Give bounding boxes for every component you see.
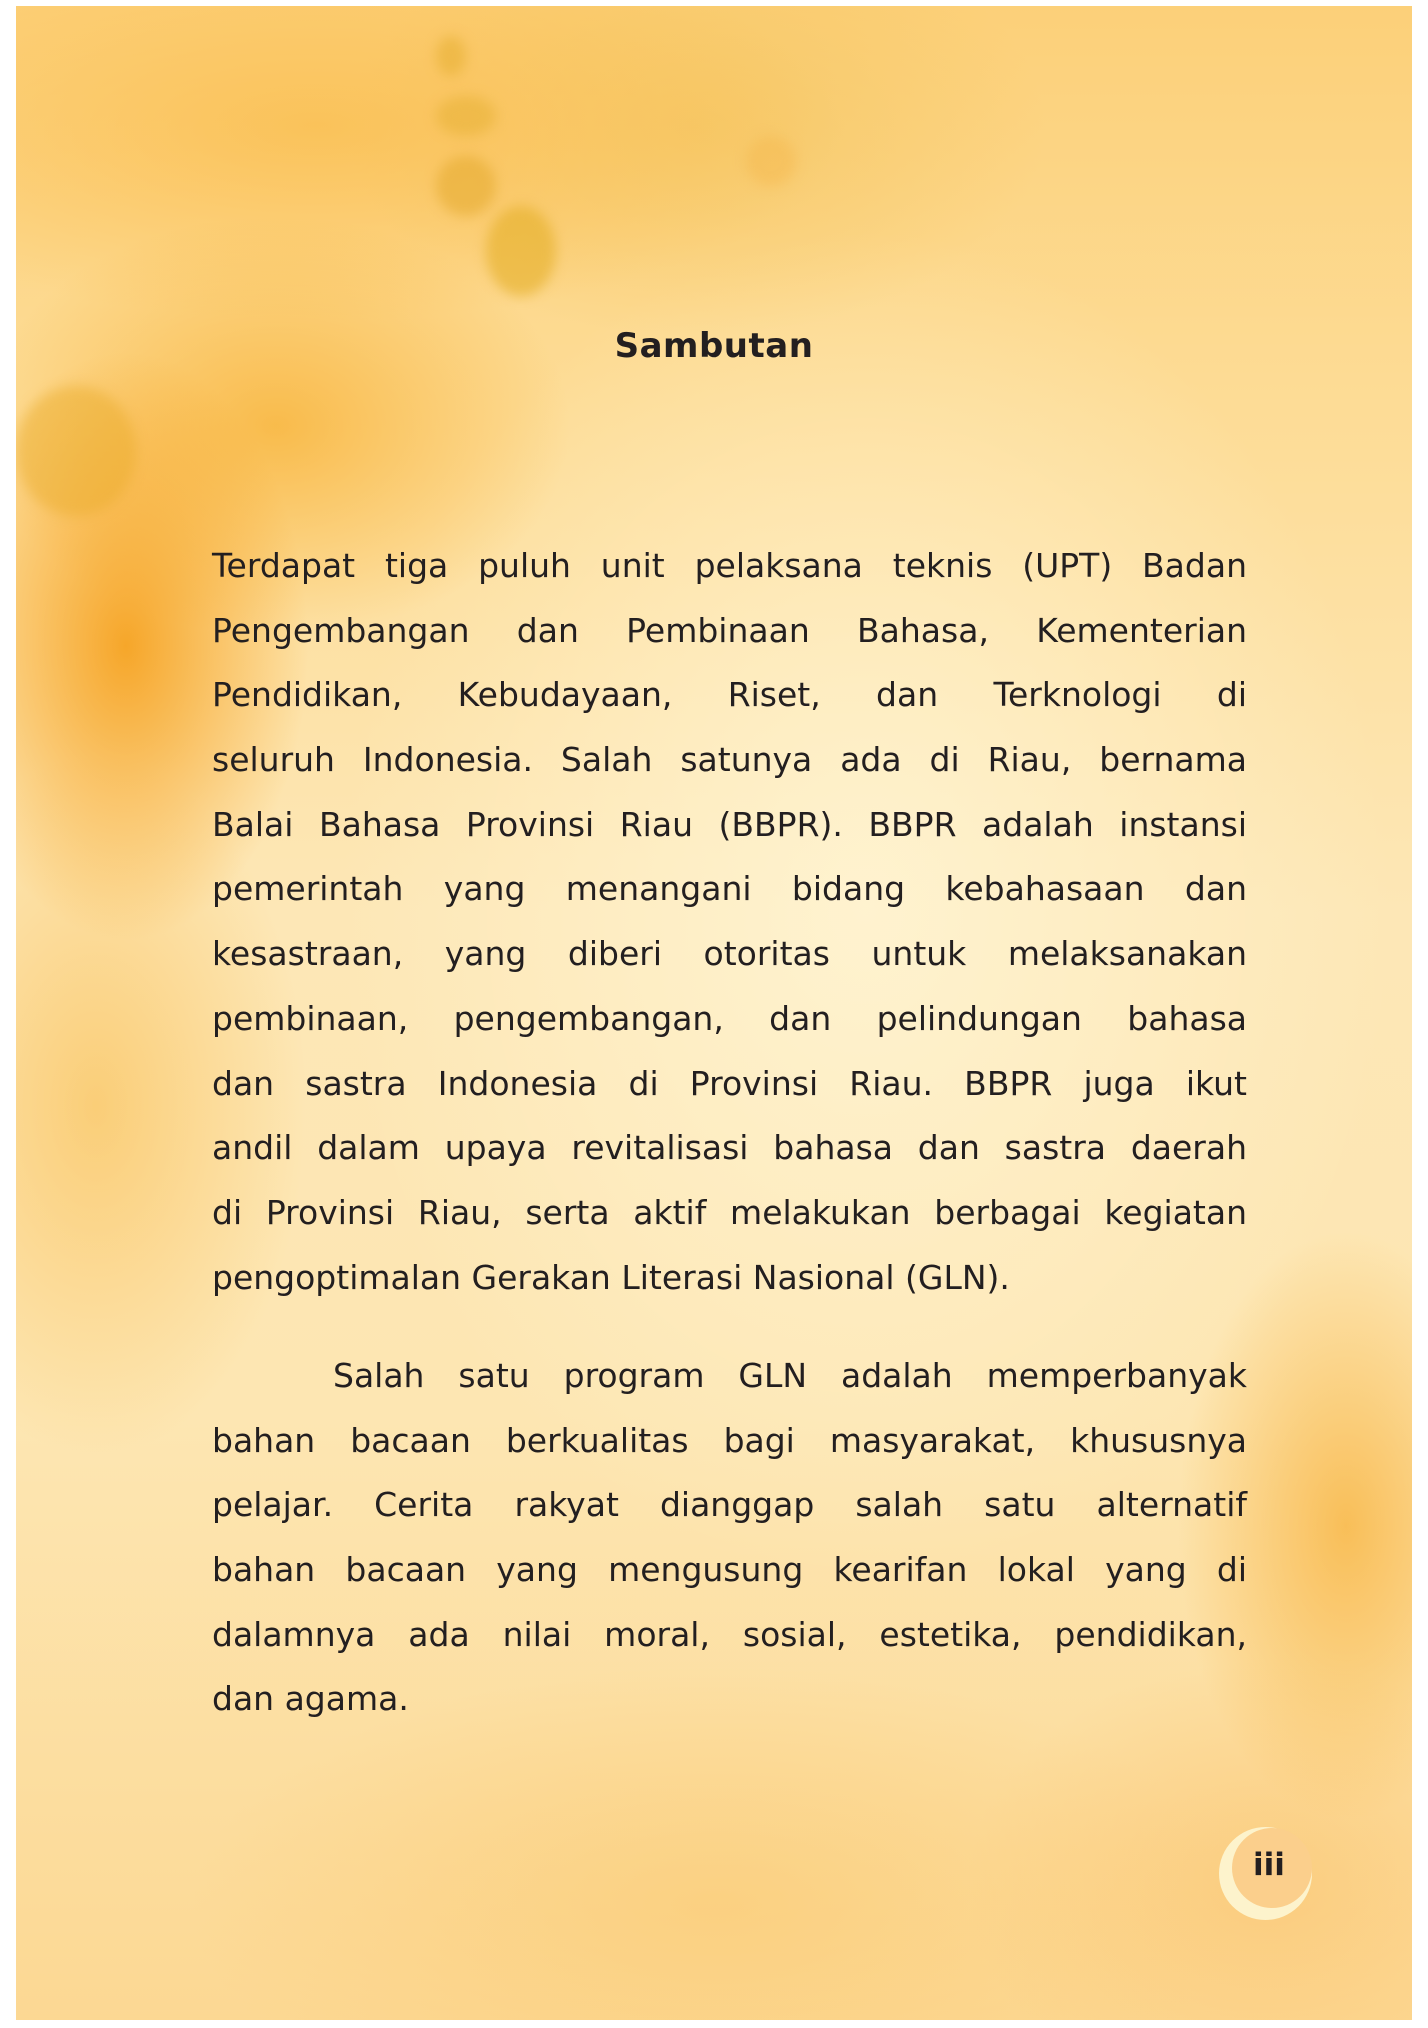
text-line: dan sastra Indonesia di Provinsi Riau. BBPR juga ikut <box>212 1063 1247 1103</box>
text-line: pemerintah yang menangani bidang kebahasaan dan <box>212 869 1247 909</box>
text-line: pengoptimalan Gerakan Literasi Nasional (GLN). <box>212 1257 1010 1297</box>
text-line: dan agama. <box>212 1679 409 1719</box>
text-line: Pengembangan dan Pembinaan Bahasa, Kementerian <box>212 610 1247 650</box>
watercolor-blot <box>486 206 556 296</box>
text-line: Terdapat tiga puluh unit pelaksana teknis (UPT) Badan <box>212 546 1247 585</box>
page-number-badge <box>1219 1827 1312 1920</box>
text-line: Salah satu program GLN adalah memperbanyak <box>333 1356 1247 1395</box>
text-line: dalamnya ada nilai moral, sosial, estetika, pendidikan, <box>212 1614 1247 1654</box>
watercolor-blot <box>16 386 136 516</box>
page-number: iii <box>1253 1847 1285 1883</box>
watercolor-blot <box>436 36 466 76</box>
text-line: bahan bacaan berkualitas bagi masyarakat, khususnya <box>212 1420 1247 1460</box>
text-line: di Provinsi Riau, serta aktif melakukan berbagai kegiatan <box>212 1192 1247 1232</box>
paragraph-1 <box>212 534 1247 1310</box>
text-line: andil dalam upaya revitalisasi bahasa dan sastra daerah <box>212 1128 1247 1168</box>
text-line: Pendidikan, Kebudayaan, Riset, dan Terknologi di <box>212 675 1247 715</box>
watercolor-blot <box>436 156 496 216</box>
text-line: bahan bacaan yang mengusung kearifan lokal yang di <box>212 1550 1247 1590</box>
paragraph-2 <box>212 1344 1247 1732</box>
text-line: pembinaan, pengembangan, dan pelindungan bahasa <box>212 998 1247 1038</box>
text-line: seluruh Indonesia. Salah satunya ada di Riau, bernama <box>212 740 1247 780</box>
text-line: pelajar. Cerita rakyat dianggap salah satu alternatif <box>212 1485 1247 1525</box>
watercolor-blot <box>746 136 796 186</box>
watercolor-blot <box>436 96 496 136</box>
book-page <box>16 6 1412 2020</box>
page-title: Sambutan <box>614 326 814 366</box>
text-line: kesastraan, yang diberi otoritas untuk melaksanakan <box>212 934 1247 974</box>
text-line: Balai Bahasa Provinsi Riau (BBPR). BBPR adalah instansi <box>212 804 1247 844</box>
